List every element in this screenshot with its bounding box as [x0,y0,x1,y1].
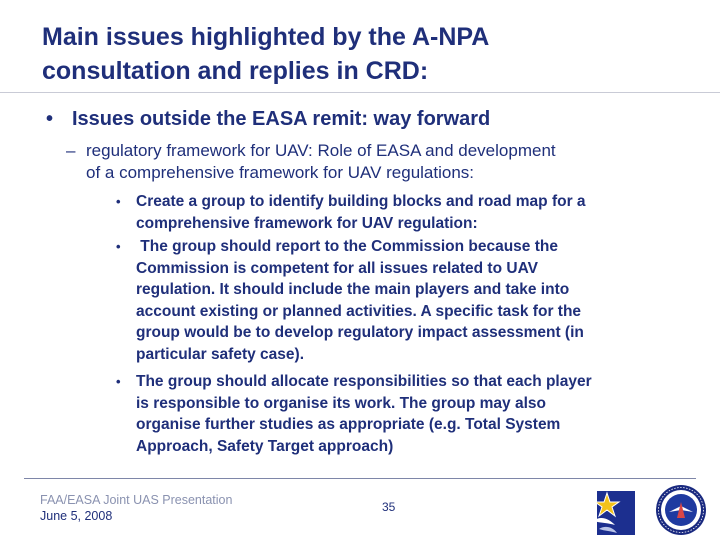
title-line-1: Main issues highlighted by the A-NPA [42,23,490,51]
slide-title [42,20,682,88]
level3-line: organise further studies as appropriate (e.g. Total System [136,416,561,433]
level2-line-1: regulatory framework for UAV: Role of EASA and development [86,141,556,160]
level2-text [86,140,686,184]
page-number: 35 [382,500,396,514]
level3-line: is responsible to organise its work. The group may also [136,394,546,412]
level3-line: regulation. It should include the main players and take into [136,281,570,298]
bullet-glyph: • [116,374,121,389]
footer-presentation-title: FAA/EASA Joint UAS Presentation [40,493,233,507]
level3-line: Create a group to identify building blocks and road map for a [136,193,586,210]
level3-line: Commission is competent for all issues related to UAV [136,259,538,277]
level3-line: particular safety case). [136,345,305,363]
level2-line-2: of a comprehensive framework for UAV regulations: [86,163,475,182]
level1-text: Issues outside the EASA remit: way forward [72,108,491,130]
level3-line: Approach, Safety Target approach) [136,437,394,455]
dash-glyph: – [66,141,76,160]
footer-date: June 5, 2008 [40,509,113,523]
footer-divider [24,478,696,479]
level3-text [136,371,681,457]
title-divider [0,92,720,93]
level3-line: group would be to develop regulatory impact assessment (in [136,324,584,341]
level3-text [136,236,681,365]
bullet-glyph: • [116,194,121,209]
level3-line: account existing or planned activities. A specific task for the [136,302,582,320]
footer-info [40,492,232,524]
bullet-glyph: • [116,239,121,254]
bullet-glyph: • [46,108,54,130]
title-line-2: consultation and replies in CRD: [42,57,429,85]
level3-line: The group should report to the Commission because the [136,238,558,255]
level3-line: The group should allocate responsibilities so that each player [136,373,592,390]
level3-text [136,191,681,234]
level3-line: comprehensive framework for UAV regulation: [136,214,478,232]
faa-seal-logo-icon [655,484,707,536]
easa-star-logo-icon [585,483,641,539]
